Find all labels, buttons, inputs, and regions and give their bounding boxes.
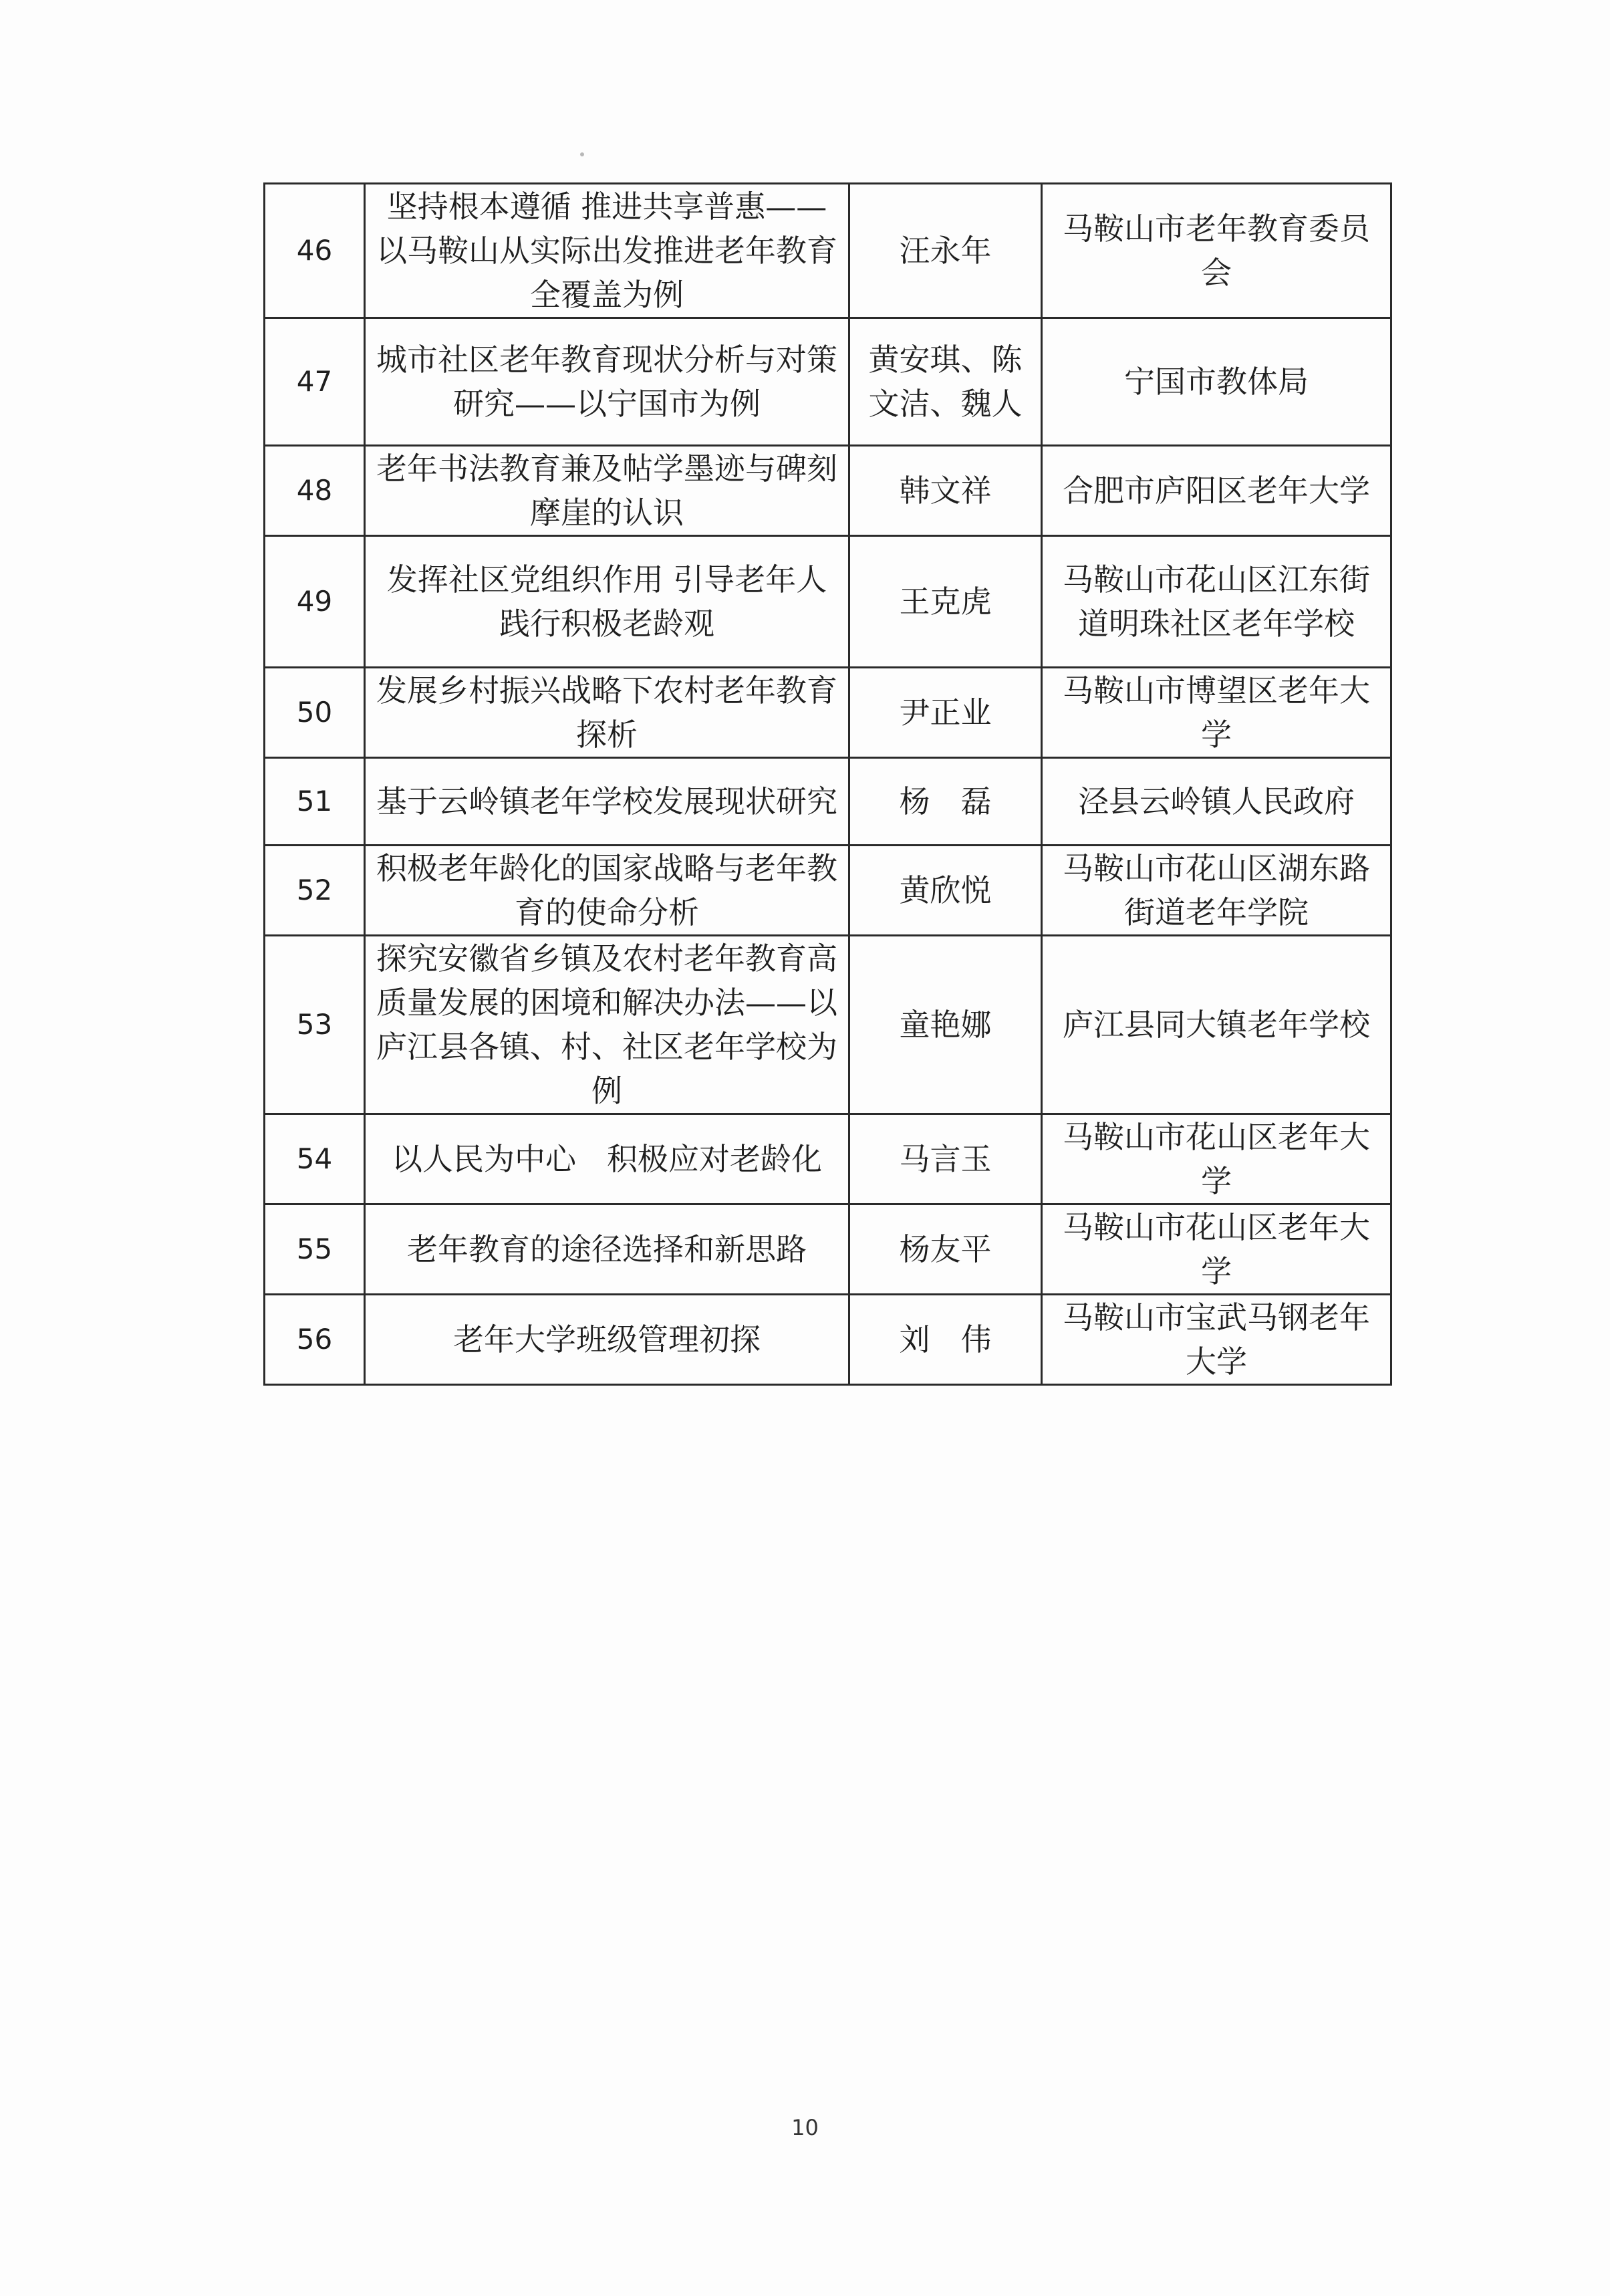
row-number: 46 — [265, 184, 365, 318]
author-unit: 庐江县同大镇老年学校 — [1042, 936, 1391, 1114]
author-unit: 宁国市教体局 — [1042, 318, 1391, 446]
table-row — [265, 1114, 1391, 1204]
table-row — [265, 846, 1391, 936]
author-name: 韩文祥 — [849, 446, 1042, 536]
author-unit: 马鞍山市宝武马钢老年大学 — [1042, 1295, 1391, 1385]
paper-title: 坚持根本遵循 推进共享普惠——以马鞍山从实际出发推进老年教育全覆盖为例 — [365, 184, 849, 318]
row-number: 48 — [265, 446, 365, 536]
author-name: 马言玉 — [849, 1114, 1042, 1204]
page-number: 10 — [791, 2115, 819, 2140]
author-name: 杨 磊 — [849, 758, 1042, 846]
paper-title: 探究安徽省乡镇及农村老年教育高质量发展的困境和解决办法——以庐江县各镇、村、社区老年学校为例 — [365, 936, 849, 1114]
row-number: 47 — [265, 318, 365, 446]
paper-title: 发挥社区党组织作用 引导老年人践行积极老龄观 — [365, 536, 849, 668]
author-name: 王克虎 — [849, 536, 1042, 668]
table-row — [265, 1204, 1391, 1295]
author-unit: 马鞍山市花山区江东街道明珠社区老年学校 — [1042, 536, 1391, 668]
author-name: 杨友平 — [849, 1204, 1042, 1295]
author-name: 尹正业 — [849, 668, 1042, 758]
scan-speck — [580, 152, 584, 156]
author-name: 黄安琪、陈文洁、魏人 — [849, 318, 1042, 446]
row-number: 53 — [265, 936, 365, 1114]
paper-title: 发展乡村振兴战略下农村老年教育探析 — [365, 668, 849, 758]
row-number: 49 — [265, 536, 365, 668]
table-row — [265, 184, 1391, 318]
row-number: 56 — [265, 1295, 365, 1385]
author-name: 黄欣悦 — [849, 846, 1042, 936]
table-row — [265, 536, 1391, 668]
row-number: 54 — [265, 1114, 365, 1204]
row-number: 55 — [265, 1204, 365, 1295]
table-row — [265, 446, 1391, 536]
author-name: 刘 伟 — [849, 1295, 1042, 1385]
paper-title: 基于云岭镇老年学校发展现状研究 — [365, 758, 849, 846]
author-name: 汪永年 — [849, 184, 1042, 318]
table-row — [265, 936, 1391, 1114]
author-unit: 马鞍山市花山区湖东路街道老年学院 — [1042, 846, 1391, 936]
author-unit: 泾县云岭镇人民政府 — [1042, 758, 1391, 846]
table-row — [265, 318, 1391, 446]
table-row — [265, 668, 1391, 758]
row-number: 51 — [265, 758, 365, 846]
author-unit: 马鞍山市老年教育委员会 — [1042, 184, 1391, 318]
author-unit: 马鞍山市博望区老年大学 — [1042, 668, 1391, 758]
paper-title: 城市社区老年教育现状分析与对策研究——以宁国市为例 — [365, 318, 849, 446]
author-unit: 马鞍山市花山区老年大学 — [1042, 1204, 1391, 1295]
paper-title: 以人民为中心 积极应对老龄化 — [365, 1114, 849, 1204]
row-number: 52 — [265, 846, 365, 936]
row-number: 50 — [265, 668, 365, 758]
paper-list-table — [263, 182, 1392, 1386]
author-unit: 合肥市庐阳区老年大学 — [1042, 446, 1391, 536]
paper-title: 老年教育的途径选择和新思路 — [365, 1204, 849, 1295]
paper-title: 老年书法教育兼及帖学墨迹与碑刻摩崖的认识 — [365, 446, 849, 536]
author-unit: 马鞍山市花山区老年大学 — [1042, 1114, 1391, 1204]
table-row — [265, 1295, 1391, 1385]
table-row — [265, 758, 1391, 846]
paper-title: 老年大学班级管理初探 — [365, 1295, 849, 1385]
paper-title: 积极老年龄化的国家战略与老年教育的使命分析 — [365, 846, 849, 936]
author-name: 童艳娜 — [849, 936, 1042, 1114]
